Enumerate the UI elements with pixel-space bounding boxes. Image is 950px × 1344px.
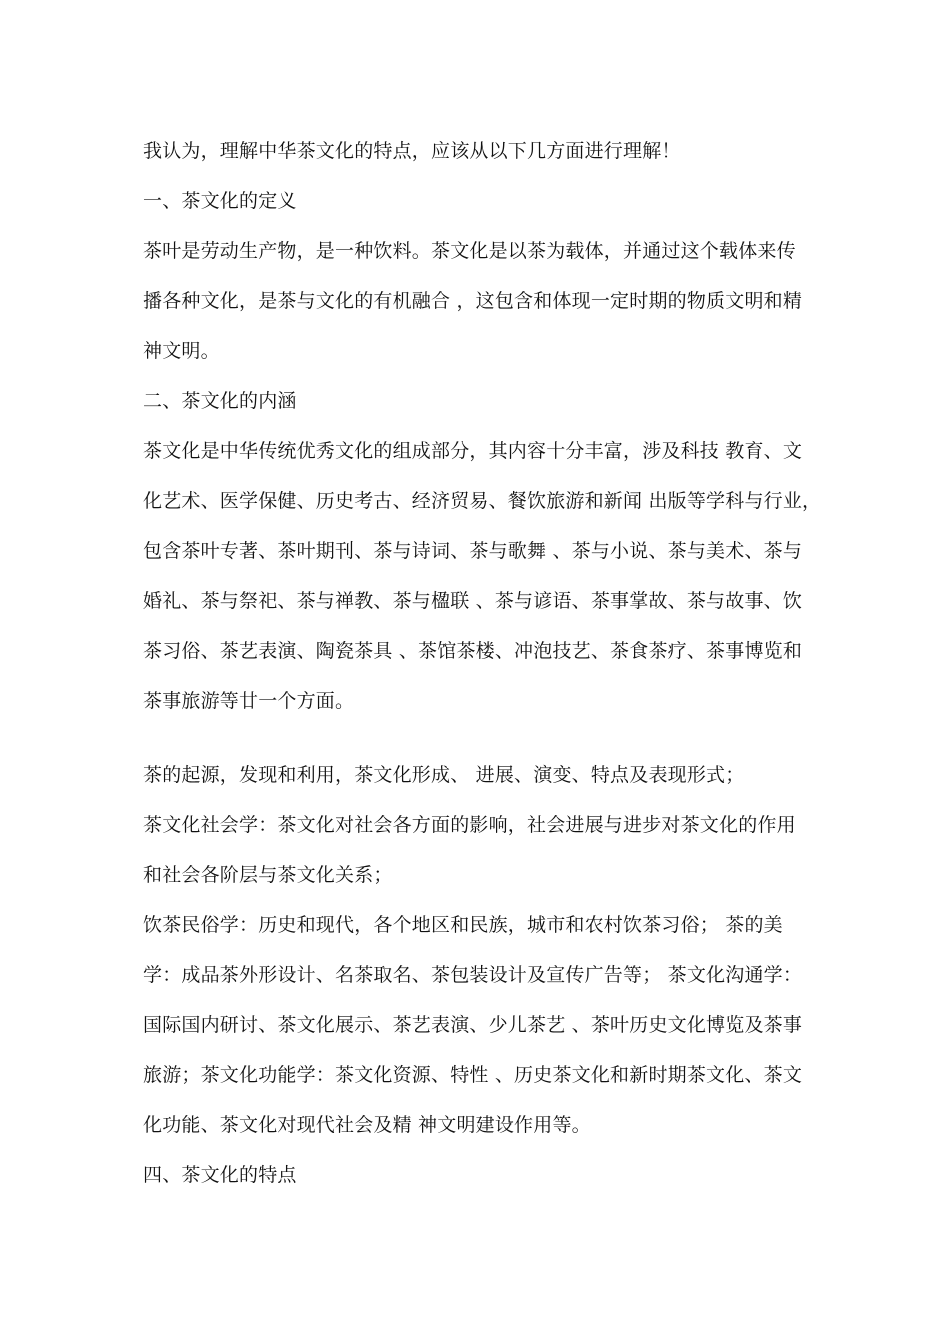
paragraph-line: 茶文化社会学：茶文化对社会各方面的影响，社会进展与进步对茶文化的作用	[143, 814, 796, 836]
paragraph-line: 旅游；茶文化功能学：茶文化资源、特性 、历史茶文化和新时期茶文化、茶文	[143, 1064, 803, 1086]
paragraph-line: 化功能、茶文化对现代社会及精 神文明建设作用等。	[143, 1114, 591, 1136]
paragraph-line: 饮茶民俗学：历史和现代，各个地区和民族，城市和农村饮茶习俗； 茶的美	[143, 914, 783, 936]
paragraph-line: 茶的起源，发现和利用，茶文化形成、 进展、演变、特点及表现形式；	[143, 764, 745, 786]
paragraph-line: 播各种文化，是茶与文化的有机融合 ，这包含和体现一定时期的物质文明和精	[143, 290, 803, 312]
paragraph-line: 茶叶是劳动生产物，是一种饮料。茶文化是以茶为载体，并通过这个载体来传	[143, 240, 796, 262]
paragraph-line: 国际国内研讨、茶文化展示、茶艺表演、少儿茶艺 、茶叶历史文化博览及茶事	[143, 1014, 803, 1036]
paragraph-line: 学：成品茶外形设计、名茶取名、茶包装设计及宣传广告等； 茶文化沟通学：	[143, 964, 803, 986]
paragraph-line: 化艺术、医学保健、历史考古、经济贸易、餐饮旅游和新闻 出版等学科与行业，	[143, 490, 822, 512]
paragraph-line: 婚礼、茶与祭祀、茶与禅教、茶与楹联 、茶与谚语、茶事掌故、茶与故事、饮	[143, 590, 803, 612]
section-heading-definition: 一、茶文化的定义	[143, 190, 297, 212]
intro-line: 我认为，理解中华茶文化的特点，应该从以下几方面进行理解！	[143, 140, 681, 162]
paragraph-line: 茶文化是中华传统优秀文化的组成部分，其内容十分丰富，涉及科技 教育、文	[143, 440, 803, 462]
section-heading-characteristics: 四、茶文化的特点	[143, 1164, 297, 1186]
paragraph-line: 和社会各阶层与茶文化关系；	[143, 864, 393, 886]
section-heading-connotation: 二、茶文化的内涵	[143, 390, 297, 412]
paragraph-line: 茶事旅游等廿一个方面。	[143, 690, 355, 712]
paragraph-line: 神文明。	[143, 340, 220, 362]
paragraph-line: 茶习俗、茶艺表演、陶瓷茶具 、茶馆茶楼、冲泡技艺、茶食茶疗、茶事博览和	[143, 640, 803, 662]
paragraph-line: 包含茶叶专著、茶叶期刊、茶与诗词、茶与歌舞 、茶与小说、茶与美术、茶与	[143, 540, 803, 562]
